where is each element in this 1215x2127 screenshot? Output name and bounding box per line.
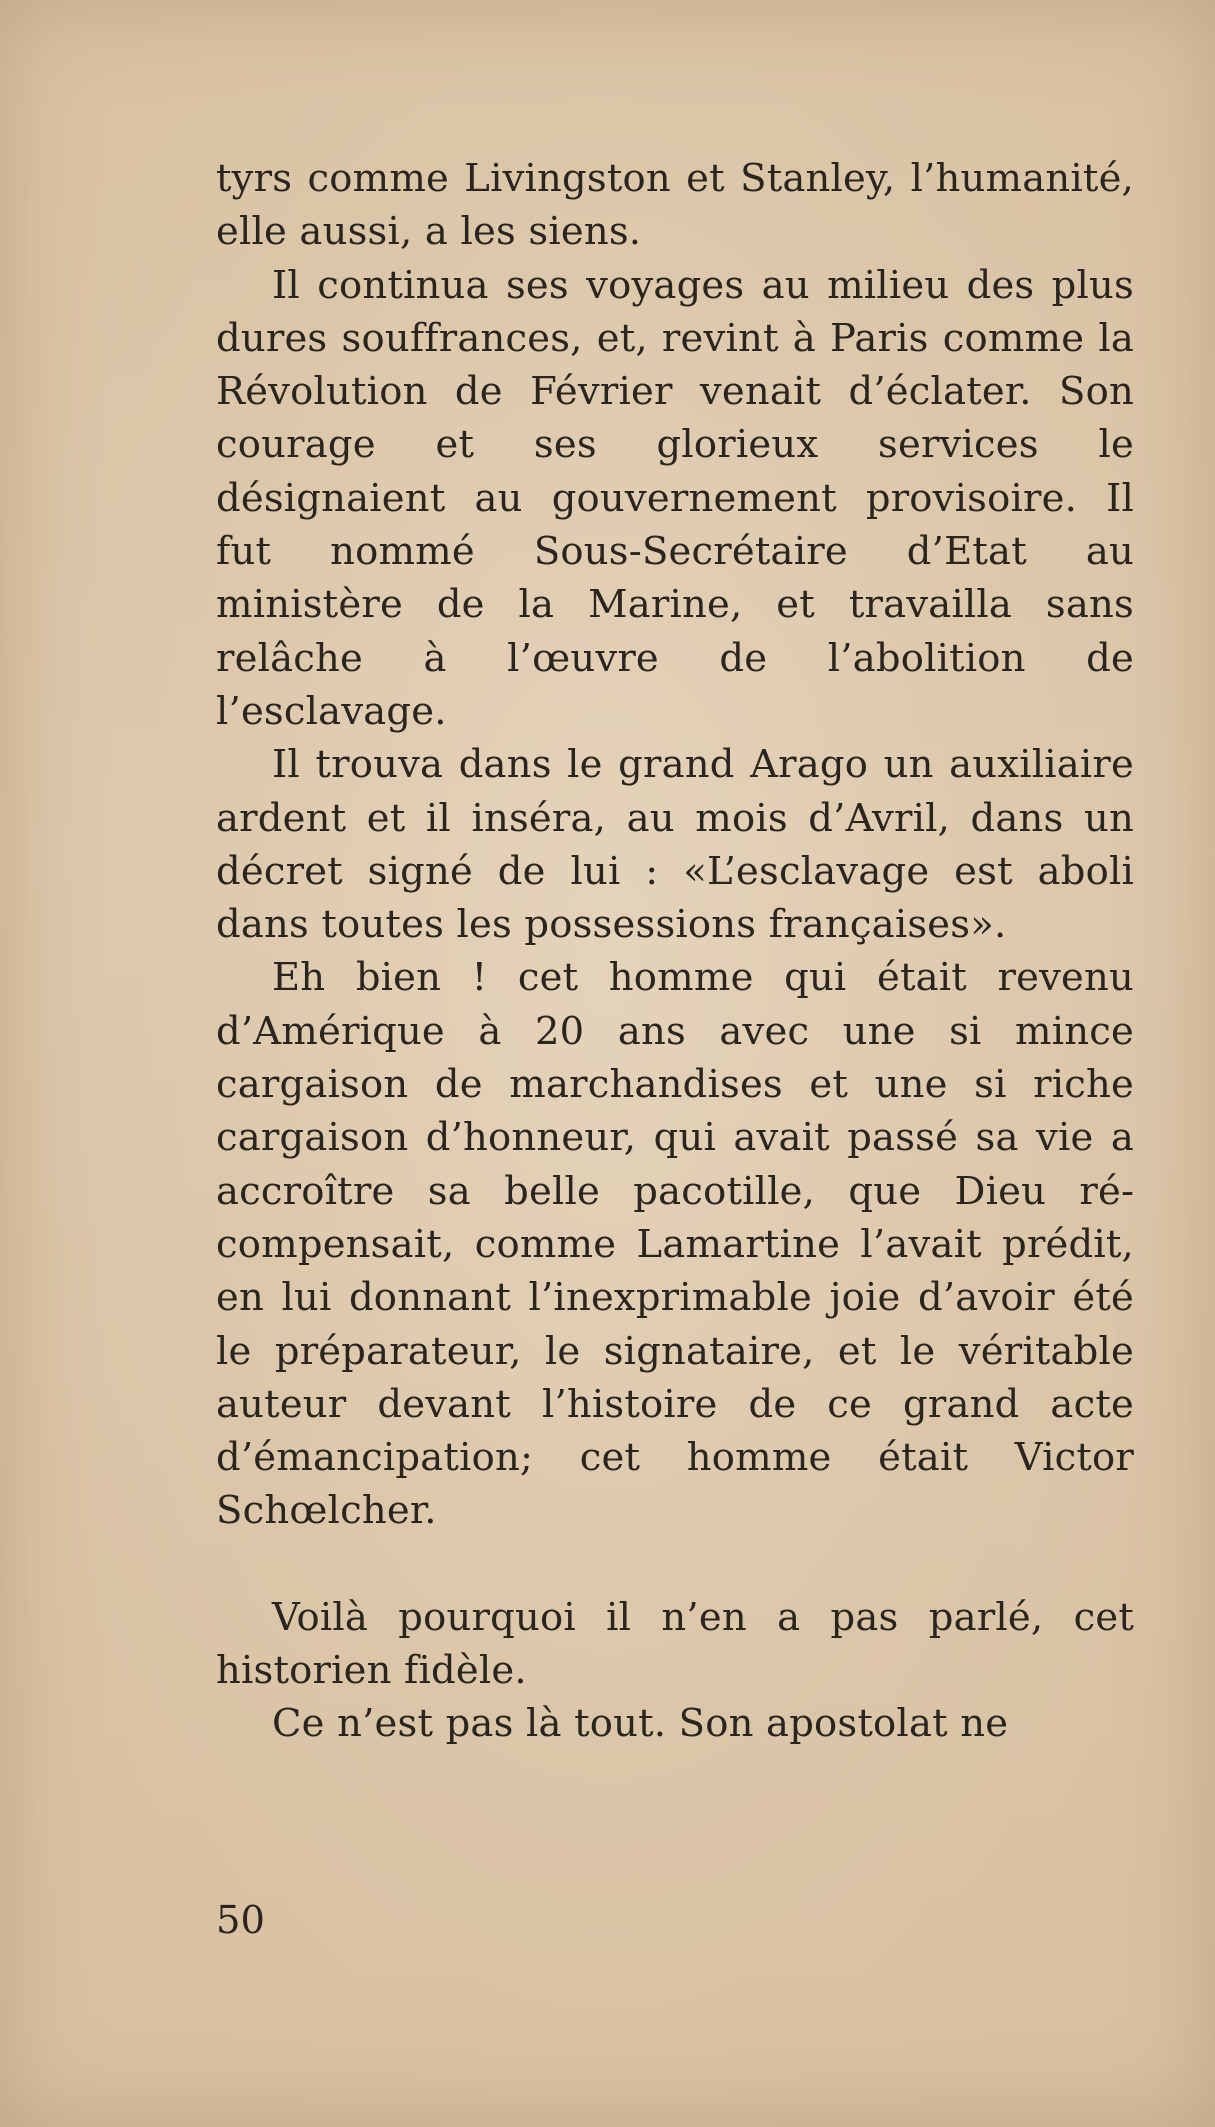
paragraph-schoelcher: Eh bien ! cet homme qui était revenu d’Amérique à 20 ans avec une si mince cargaison de marchandises et une si riche cargaison d’honneur, qui avait passé sa vie a accroître sa belle pacotille, que Dieu récompensait, comme Lamartine l’avait prédit, en lui donnant l’inexprimable joie d’avoir été le préparateur, le signataire, et le véritable auteur devant l’histoire de ce grand acte d’émancipation; cet homme était Victor Schœlcher. xyxy=(216,955,1134,1534)
body-text xyxy=(216,152,1134,1751)
paragraph-voila: Voilà pourquoi il n’en a pas parlé, cet historien fidèle. xyxy=(216,1594,1134,1694)
paragraph-voyages: Il continua ses voyages au milieu des plus dures souffrances, et, revint à Paris comme la Révolution de Février venait d’éclater. Son courage et ses glorieux services le désignaient au gouvernement provisoire. Il fut nommé Sous-Secrétaire d’Etat au ministère de la Marine, et travailla sans relâche à l’œuvre de l’abolition de l’esclavage. xyxy=(216,262,1134,734)
paragraph-apostolat: Ce n’est pas là tout. Son apostolat ne xyxy=(272,1701,1009,1747)
paragraph-continuation: tyrs comme Livingston et Stanley, l’humanité, elle aussi, a les siens. xyxy=(216,156,1134,255)
paragraph-arago: Il trouva dans le grand Arago un auxiliaire ardent et il inséra, au mois d’Avril, dans un décret signé de lui : «L’esclavage est aboli dans toutes les possessions françaises». xyxy=(216,742,1134,948)
page-number: 50 xyxy=(216,1898,265,1943)
